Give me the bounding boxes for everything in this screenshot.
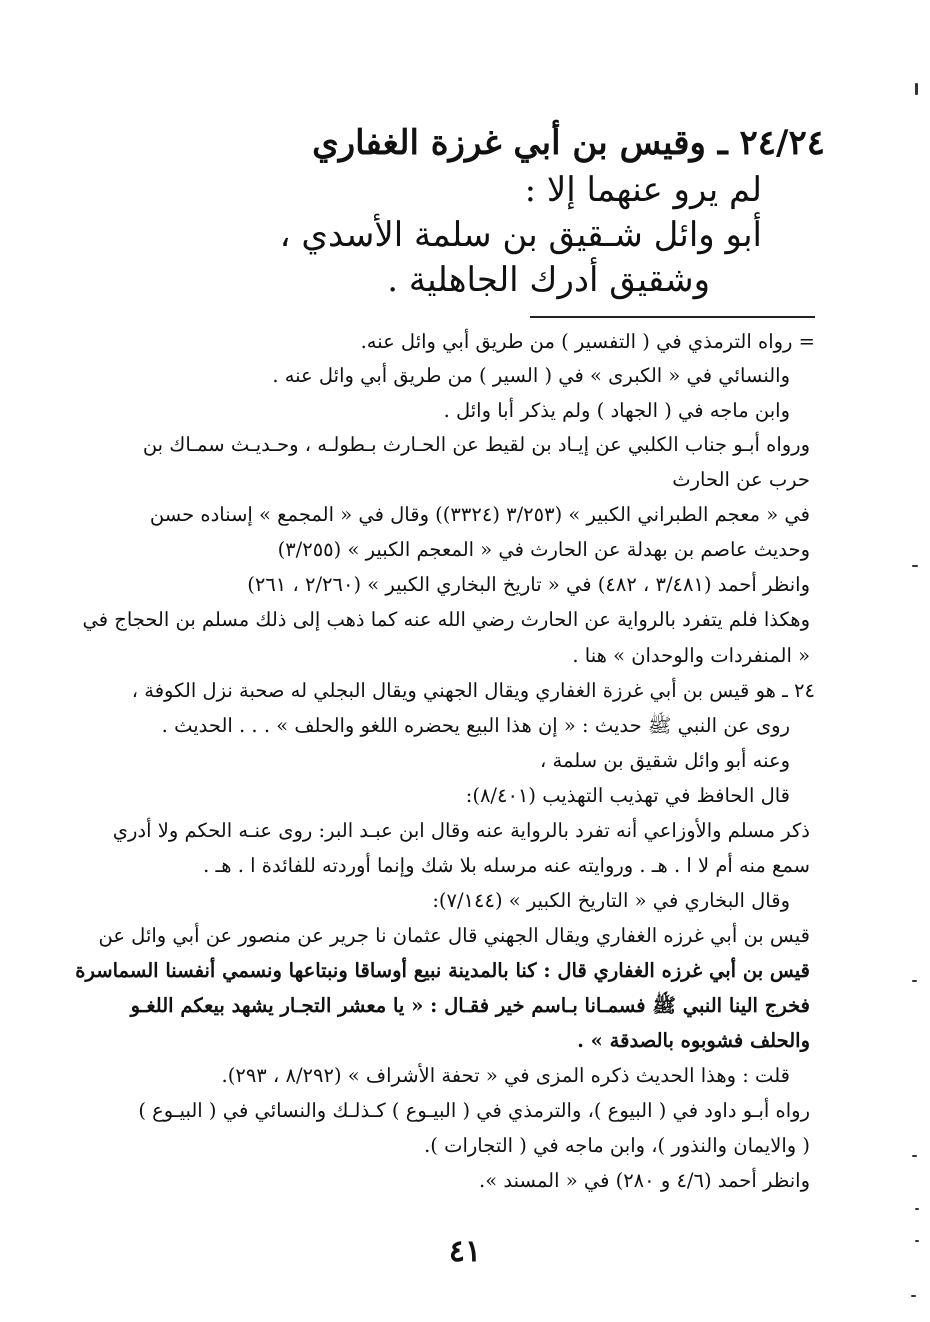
footnote-line: سمع منه أم لا ا . هـ . وروايته عنه مرسله بلا شك وإنما أوردته للفائدة ا . هـ . <box>203 854 810 877</box>
footnote-line: رواه أبـو داود في ( البيوع )، والترمذي في ( البيـوع ) كـذلـك والنسائي في ( البيـوع ) <box>138 1099 810 1122</box>
footnote-line: والنسائي في « الكبرى » في ( السير ) من طريق أبي وائل عنه . <box>272 364 790 387</box>
entry-heading: ٢٤/٢٤ ـ وقيس بن أبي غرزة الغفاري <box>312 123 825 163</box>
footnote-line: قلت : وهذا الحديث ذكره المزى في « تحفة الأشراف » (٨/٢٩٢ ، ٢٩٣). <box>221 1064 790 1087</box>
footnote-line: والحلف فشوبوه بالصدقة » . <box>577 1029 810 1052</box>
footnote-line: وانظر أحمد (٤/٦ و ٢٨٠) في « المسند ». <box>479 1169 810 1192</box>
footnote-line: وعنه أبو وائل شقيق بن سلمة ، <box>540 749 790 772</box>
footnote-line: فخرج الينا النبي ﷺ فسمـانا بـاسم خير فقـال : « يا معشر التجـار يشهد بيعكم اللغـو <box>130 994 810 1017</box>
footnote-line: قيس بن أبي غرزه الغفاري ويقال الجهني قال عثمان نا جرير عن منصور عن أبي وائل عن <box>98 924 810 947</box>
main-line-2: لم يرو عنهما إلا : <box>524 170 762 210</box>
footnote-line: وانظر أحمد (٣/٤٨١ ، ٤٨٢) في « تاريخ البخاري الكبير » (٢/٢٦٠ ، ٢٦١) <box>247 573 810 596</box>
footnote-line: = رواه الترمذي في ( التفسير ) من طريق أبي وائل عنه. <box>360 330 815 353</box>
page-number: ٤١ <box>448 1234 482 1269</box>
footnote-line: وقال البخاري في « التاريخ الكبير » (٧/١٤٤): <box>432 889 790 912</box>
main-line-3: أبو وائل شـقيق بن سلمة الأسدي ، <box>279 215 762 255</box>
footnote-line: « المنفردات والوحدان » هنا . <box>572 644 810 667</box>
footnote-line: قيس بن أبي غرزه الغفاري قال : كنا بالمدينة نبيع أوساقا ونبتاعها ونسمي أنفسنا السماسرة <box>75 959 810 982</box>
scan-speck <box>912 565 918 567</box>
scan-speck <box>915 1240 919 1242</box>
footnote-line: ورواه أبـو جناب الكلبي عن إيـاد بن لقيط عن الحـارث بـطولـه ، وحـديـث سمـاك بن <box>142 433 810 456</box>
footnote-line: ( والايمان والنذور )، وابن ماجه في ( التجارات ). <box>424 1134 810 1157</box>
footnote-separator <box>530 316 815 318</box>
main-line-4: وشقيق أدرك الجاهلية . <box>387 260 710 300</box>
footnote-line: وهكذا فلم يتفرد بالرواية عن الحارث رضي الله عنه كما ذهب إلى ذلك مسلم بن الحجاج في <box>82 608 810 631</box>
footnote-line: ٢٤ ـ هو قيس بن أبي غرزة الغفاري ويقال الجهني ويقال البجلي له صحبة نزل الكوفة ، <box>131 679 815 702</box>
footnote-line: ذكر مسلم والأوزاعي أنه تفرد بالرواية عنه وقال ابن عبـد البر: روى عنـه الحكم ولا أدري <box>112 819 810 842</box>
footnote-line: قال الحافظ في تهذيب التهذيب (٨/٤٠١): <box>465 784 790 807</box>
scan-speck <box>915 1208 919 1210</box>
scan-speck <box>911 1295 916 1297</box>
scan-speck <box>915 83 918 95</box>
footnote-line: وحديث عاصم بن بهدلة عن الحارث في « المعجم الكبير » (٣/٢٥٥) <box>277 538 810 561</box>
footnote-line: روى عن النبي ﷺ حديث : « إن هذا البيع يحضره اللغو والحلف » . . . الحديث . <box>161 714 790 737</box>
scan-speck <box>912 1155 917 1157</box>
footnote-line: وابن ماجه في ( الجهاد ) ولم يذكر أبا وائل . <box>443 399 790 422</box>
scan-speck <box>912 980 917 982</box>
footnote-line: في « معجم الطبراني الكبير » (٣/٢٥٣ (٣٣٢٤)) وقال في « المجمع » إسناده حسن <box>149 503 810 526</box>
footnote-line: حرب عن الحارث <box>672 468 810 491</box>
